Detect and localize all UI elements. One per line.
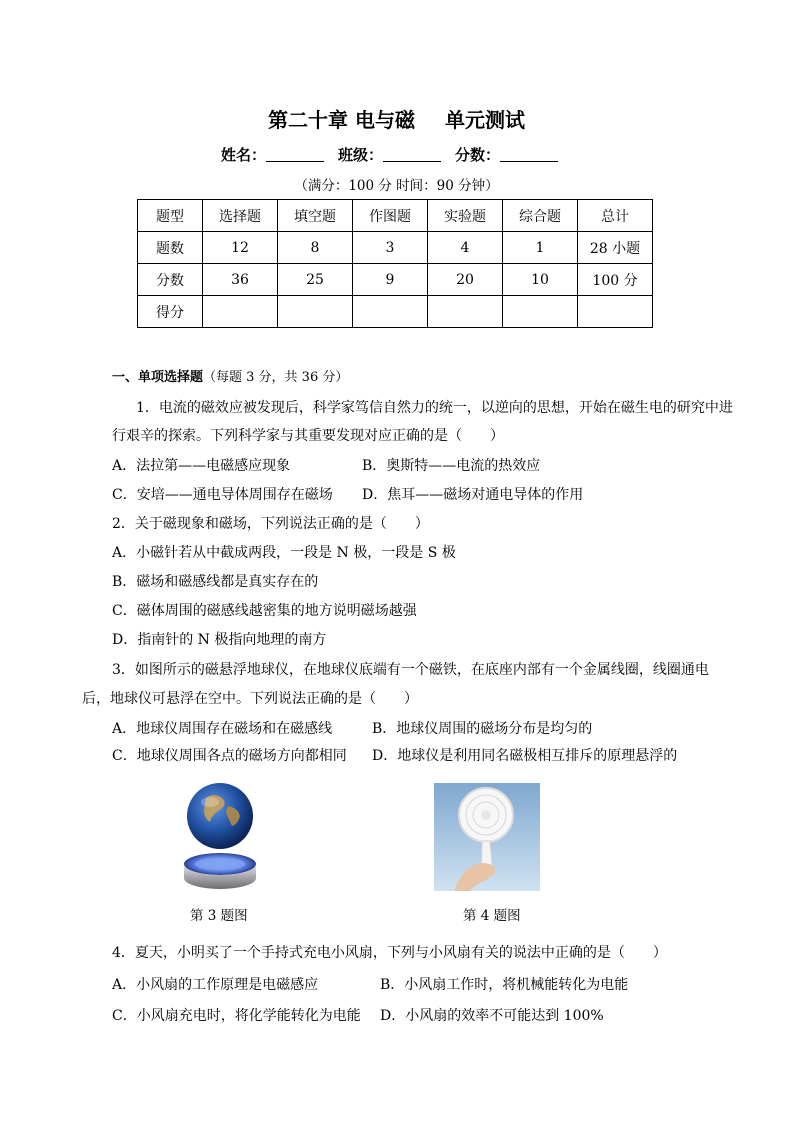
- levitating-globe-image: [176, 780, 264, 892]
- section-heading: [112, 366, 348, 385]
- table-cell: 选择题: [203, 200, 278, 232]
- score-entry-cell[interactable]: [353, 296, 428, 328]
- score-entry-cell[interactable]: [428, 296, 503, 328]
- figure-3-caption: 第 3 题图: [190, 908, 248, 924]
- class-label: 班级：: [337, 146, 383, 164]
- student-info-line: [0, 144, 793, 165]
- score-entry-cell[interactable]: [578, 296, 653, 328]
- table-cell: 10: [503, 264, 578, 296]
- class-blank[interactable]: [383, 147, 441, 162]
- table-cell: 填空题: [278, 200, 353, 232]
- section-title: 一、单项选择题: [112, 370, 204, 385]
- q4-option-a[interactable]: A．小风扇的工作原理是电磁感应: [112, 977, 319, 993]
- q1-option-d[interactable]: D．焦耳——磁场对通电导体的作用: [362, 487, 584, 503]
- figure-4-caption: 第 4 题图: [463, 908, 521, 924]
- q3-option-d[interactable]: D．地球仪是利用同名磁极相互排斥的原理悬浮的: [372, 748, 678, 764]
- table-cell: 25: [278, 264, 353, 296]
- q1-option-c[interactable]: C．安培——通电导体周围存在磁场: [112, 487, 333, 503]
- name-blank[interactable]: [266, 147, 324, 162]
- q2-option-c[interactable]: C．磁体周围的磁感线越密集的地方说明磁场越强: [112, 603, 417, 619]
- table-cell: 3: [353, 232, 428, 264]
- globe-sphere: [187, 783, 253, 849]
- score-entry-cell[interactable]: [503, 296, 578, 328]
- q4-option-c[interactable]: C．小风扇充电时，将化学能转化为电能: [112, 1008, 361, 1024]
- table-cell: 28 小题: [578, 232, 653, 264]
- q1-stem-line2: 行艰辛的探索。下列科学家与其重要发现对应正确的是（ ）: [112, 428, 504, 444]
- page-title: [0, 104, 793, 133]
- table-cell: 分数: [138, 264, 203, 296]
- q2-option-b[interactable]: B．磁场和磁感线都是真实存在的: [112, 574, 319, 590]
- globe-highlight: [201, 797, 219, 807]
- table-cell: 12: [203, 232, 278, 264]
- table-cell: 题型: [138, 200, 203, 232]
- title-chapter: 第二十章 电与磁: [268, 108, 415, 132]
- name-label: 姓名：: [220, 146, 266, 164]
- score-table: [137, 199, 653, 328]
- handheld-fan-image: [434, 783, 540, 891]
- table-row: [138, 232, 653, 264]
- table-cell: 题数: [138, 232, 203, 264]
- table-cell: 100 分: [578, 264, 653, 296]
- table-cell: 1: [503, 232, 578, 264]
- table-cell: 36: [203, 264, 278, 296]
- table-row: [138, 264, 653, 296]
- table-cell: 4: [428, 232, 503, 264]
- q3-stem-line1: 3．如图所示的磁悬浮地球仪，在地球仪底端有一个磁铁，在底座内部有一个金属线圈，线圈通电: [112, 662, 709, 678]
- q3-stem-line2: 后，地球仪可悬浮在空中。下列说法正确的是（ ）: [82, 691, 418, 707]
- q2-option-a[interactable]: A．小磁针若从中截成两段，一段是 N 极，一段是 S 极: [112, 545, 456, 561]
- section-note: （每题 3 分，共 36 分）: [203, 370, 349, 385]
- score-entry-cell[interactable]: [203, 296, 278, 328]
- table-cell: 作图题: [353, 200, 428, 232]
- fan-hub: [481, 810, 491, 820]
- table-cell: 9: [353, 264, 428, 296]
- table-row: [138, 296, 653, 328]
- q2-option-d[interactable]: D．指南针的 N 极指向地理的南方: [112, 632, 327, 648]
- table-cell: 实验题: [428, 200, 503, 232]
- table-row: [138, 200, 653, 232]
- q3-option-b[interactable]: B．地球仪周围的磁场分布是均匀的: [372, 721, 593, 737]
- exam-subtitle: （满分：100 分 时间：90 分钟）: [294, 178, 499, 194]
- q2-stem: 2．关于磁现象和磁场，下列说法正确的是（ ）: [112, 516, 429, 532]
- base-top-light: [195, 858, 245, 870]
- table-cell: 总计: [578, 200, 653, 232]
- q4-option-d[interactable]: D．小风扇的效率不可能达到 100%: [380, 1008, 604, 1024]
- table-cell: 综合题: [503, 200, 578, 232]
- q4-option-b[interactable]: B．小风扇工作时，将机械能转化为电能: [380, 977, 629, 993]
- score-label: 分数：: [455, 146, 501, 164]
- table-cell: 8: [278, 232, 353, 264]
- score-entry-cell[interactable]: [278, 296, 353, 328]
- q1-stem-line1: 1．电流的磁效应被发现后，科学家笃信自然力的统一，以逆向的思想，开始在磁生电的研究中进: [136, 400, 733, 416]
- table-cell: 20: [428, 264, 503, 296]
- q4-stem: 4．夏天，小明买了一个手持式充电小风扇，下列与小风扇有关的说法中正确的是（ ）: [112, 945, 667, 961]
- table-cell: 得分: [138, 296, 203, 328]
- q1-option-a[interactable]: A．法拉第——电磁感应现象: [112, 458, 291, 474]
- title-test: 单元测试: [444, 108, 525, 132]
- q1-option-b[interactable]: B．奥斯特——电流的热效应: [362, 458, 541, 474]
- q3-option-c[interactable]: C．地球仪周围各点的磁场方向都相同: [112, 748, 347, 764]
- q3-option-a[interactable]: A．地球仪周围存在磁场和在磁感线: [112, 721, 333, 737]
- score-blank[interactable]: [500, 147, 558, 162]
